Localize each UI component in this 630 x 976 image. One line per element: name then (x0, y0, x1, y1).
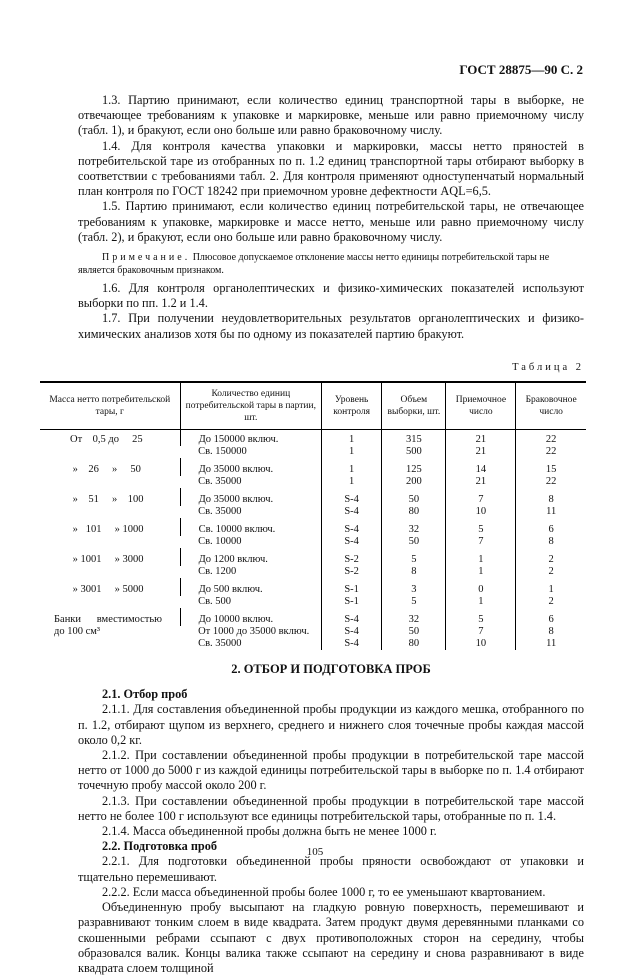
table-cell: 8 (516, 488, 586, 506)
paragraphs-preparation (78, 854, 584, 976)
table-cell: S-4 (322, 638, 382, 650)
table-row (40, 578, 586, 596)
table-row (40, 518, 586, 536)
table-cell: Св. 500 (198, 596, 232, 608)
table-cell: 1 (322, 458, 382, 476)
table-cell: Св. 1200 (198, 566, 237, 578)
table-cell: 3 (382, 578, 446, 596)
table-cell: До 500 включ. (180, 578, 321, 596)
table-cell: До 10000 включ. (180, 608, 321, 626)
table-cell: 80 (382, 638, 446, 650)
paragraph: 2.2.1. Для подготовки объединенной пробы пряности освобождают от упаковки и тщательно перемешивают. (78, 854, 584, 884)
table-row (40, 430, 586, 447)
table-cell: 11 (516, 638, 586, 650)
mass-cell: От 0,5 до 25 (70, 434, 143, 446)
table-cell: 7 (446, 626, 516, 638)
table-cell: 2 (516, 548, 586, 566)
table-cell: 22 (516, 430, 586, 447)
paragraph: 1.7. При получении неудовлетворительных результатов органолептических и физико-химических анализов хотя бы по одному из показателей партию бракуют. (78, 311, 584, 341)
table-cell: 50 (382, 536, 446, 548)
table-cell: Св. 35000 (198, 476, 242, 488)
table-cell: 8 (382, 566, 446, 578)
table-cell: S-4 (322, 626, 382, 638)
paragraph: 1.5. Партию принимают, если количество единиц потребительской тары, не отвечающее требованиям к упаковке, маркировке и массе нетто, меньше или равно приемочному числу (табл. 2), и бракуют, если оно больше или равно браковочному числу. (78, 199, 584, 244)
table-header-row (40, 382, 586, 430)
table-cell: S-4 (322, 488, 382, 506)
table-cell: 15 (516, 458, 586, 476)
table-cell: 21 (446, 430, 516, 447)
table-cell: 5 (382, 596, 446, 608)
table-2 (40, 381, 586, 650)
table-cell: 50 (382, 626, 446, 638)
table-cell: 32 (382, 518, 446, 536)
paragraphs-sampling (78, 702, 584, 839)
table-cell: 14 (446, 458, 516, 476)
paragraph: 2.1.1. Для составления объединенной пробы продукции из каждого мешка, отобранного по п. 1.2, отбирают щупом из верхнего, среднего и нижнего слоя точечные пробы каждая массой около 0,2 кг. (78, 702, 584, 747)
table-cell: S-2 (322, 566, 382, 578)
table-cell: S-4 (322, 536, 382, 548)
table-cell: 32 (382, 608, 446, 626)
table-row (40, 488, 586, 506)
paragraph: 2.1.4. Масса объединенной пробы должна быть не менее 1000 г. (102, 824, 437, 839)
table-caption: Таблица 2 (512, 361, 584, 373)
mass-cell: » 101 » 1000 (70, 524, 144, 536)
table-cell: 21 (446, 476, 516, 488)
table-cell: Св. 150000 (198, 446, 247, 458)
table-cell: 5 (446, 518, 516, 536)
table-cell: 11 (516, 506, 586, 518)
table-cell: До 35000 включ. (180, 458, 321, 476)
mass-cell: » 51 » 100 (70, 494, 144, 506)
table-cell: 6 (516, 518, 586, 536)
table-cell: 5 (446, 608, 516, 626)
page-header: ГОСТ 28875—90 С. 2 (459, 62, 583, 77)
document-body (49, 93, 584, 976)
table-cell: 0 (446, 578, 516, 596)
column-header: Количество единиц потребительской тары в партии, шт. (180, 382, 321, 430)
table-cell: 1 (322, 430, 382, 447)
section-title: 2. ОТБОР И ПОДГОТОВКА ПРОБ (231, 662, 431, 677)
table-cell: Св. 10000 включ. (180, 518, 321, 536)
table-cell: 5 (382, 548, 446, 566)
table-cell: До 1200 включ. (180, 548, 321, 566)
column-header: Браковочное число (516, 382, 586, 430)
table-cell: 6 (516, 608, 586, 626)
table-cell: До 35000 включ. (180, 488, 321, 506)
note-label: Примечание. (102, 252, 191, 264)
table-cell: 8 (516, 536, 586, 548)
mass-cell: » 3001 » 5000 (70, 584, 144, 596)
table-cell: 8 (516, 626, 586, 638)
table-cell: 1 (446, 596, 516, 608)
paragraphs-section-1 (78, 93, 584, 245)
table-cell: S-4 (322, 608, 382, 626)
note-text: Плюсовое допускаемое отклонение массы нетто единицы потребительской тары не является браковочным признаком. (78, 252, 550, 277)
table-cell: S-4 (322, 506, 382, 518)
table-cell: 2 (516, 566, 586, 578)
table-row (40, 548, 586, 566)
table-cell: 1 (322, 476, 382, 488)
column-header: Уровень контроля (322, 382, 382, 430)
table-cell: 315 (382, 430, 446, 447)
table-cell: S-1 (322, 578, 382, 596)
table-cell: 500 (382, 446, 446, 458)
table-cell: 50 (382, 488, 446, 506)
paragraph: 2.2.2. Если масса объединенной пробы более 1000 г, то ее уменьшают квартованием. (102, 884, 546, 899)
paragraph: 2.1.2. При составлении объединенной пробы продукции в потребительской таре массой нетто от 1000 до 5000 г из каждой единицы потребительской тары в выборке по п. 1.4 отбирают точечную пробу массой около 200 г. (78, 748, 584, 793)
table-cell: S-1 (322, 596, 382, 608)
note (78, 251, 584, 277)
table-cell: До 150000 включ. (180, 430, 321, 447)
table-cell: 10 (446, 506, 516, 518)
column-header: Масса нетто потребительской тары, г (40, 382, 180, 430)
table-cell: От 1000 до 35000 включ. (198, 626, 310, 638)
table-cell: 7 (446, 488, 516, 506)
subsection-title-sampling: 2.1. Отбор проб (102, 687, 188, 702)
table-cell: 2 (516, 596, 586, 608)
paragraph: 1.6. Для контроля органолептических и физико-химических показателей используют выборки по пп. 1.2 и 1.4. (78, 281, 584, 311)
table-cell: S-2 (322, 548, 382, 566)
table-cell: S-4 (322, 518, 382, 536)
table-cell: 80 (382, 506, 446, 518)
table-cell: 1 (322, 446, 382, 458)
column-header: Приемочное число (446, 382, 516, 430)
paragraph: Объединенную пробу высыпают на гладкую ровную поверхность, перемешивают и разравнивают тонким слоем в виде квадрата. Затем продукт двумя деревянными планками со скошенными ребрами ссыпают с двух противоположных сторон на середину, чтобы образовался валик. Концы валика также ссыпают на середину и снова разравнивают в виде квадрата слоем толщиной (78, 900, 584, 975)
column-header: Объем выборки, шт. (382, 382, 446, 430)
table-cell: 21 (446, 446, 516, 458)
subsection-title-preparation: 2.2. Подготовка проб (102, 839, 218, 854)
table-cell: 22 (516, 476, 586, 488)
paragraph: 1.3. Партию принимают, если количество единиц транспортной тары в выборке, не отвечающее требованиям к упаковке и маркировке, меньше или равно приемочному числу (табл. 1), и бракуют, если оно больше или равно браковочному числу. (78, 93, 584, 138)
table-cell: 125 (382, 458, 446, 476)
table-cell: 22 (516, 446, 586, 458)
table-cell: 1 (446, 548, 516, 566)
table-cell: Св. 35000 (198, 638, 242, 650)
mass-cell: » 1001 » 3000 (70, 554, 144, 566)
table-cell: 7 (446, 536, 516, 548)
paragraph: 2.1.3. При составлении объединенной пробы продукции в потребительской таре массой нетто не более 100 г используют все единицы потребительской тары, отобранные по п. 1.4. (78, 793, 584, 823)
paragraph: 1.4. Для контроля качества упаковки и маркировки, массы нетто пряностей в потребительской таре из отобранных по п. 1.2 единиц транспортной тары отбирают выборку в соответствии с требованиями табл. 2. Для контроля применяют одноступенчатый нормальный план контроля по ГОСТ 18242 при приемочном уровне дефектности AQL=6,5. (78, 138, 584, 199)
page-number: 105 (306, 846, 324, 858)
table-cell: 200 (382, 476, 446, 488)
table-cell: Св. 10000 (198, 536, 242, 548)
table-cell: 1 (516, 578, 586, 596)
table-row (40, 458, 586, 476)
paragraphs-section-2 (78, 281, 584, 342)
mass-cell: » 26 » 50 (70, 464, 141, 476)
table-row (40, 608, 586, 626)
table-cell: Св. 35000 (198, 506, 242, 518)
table-cell: 10 (446, 638, 516, 650)
table-cell: 1 (446, 566, 516, 578)
mass-cell: Банки вместимостью до 100 см³ (54, 614, 163, 638)
